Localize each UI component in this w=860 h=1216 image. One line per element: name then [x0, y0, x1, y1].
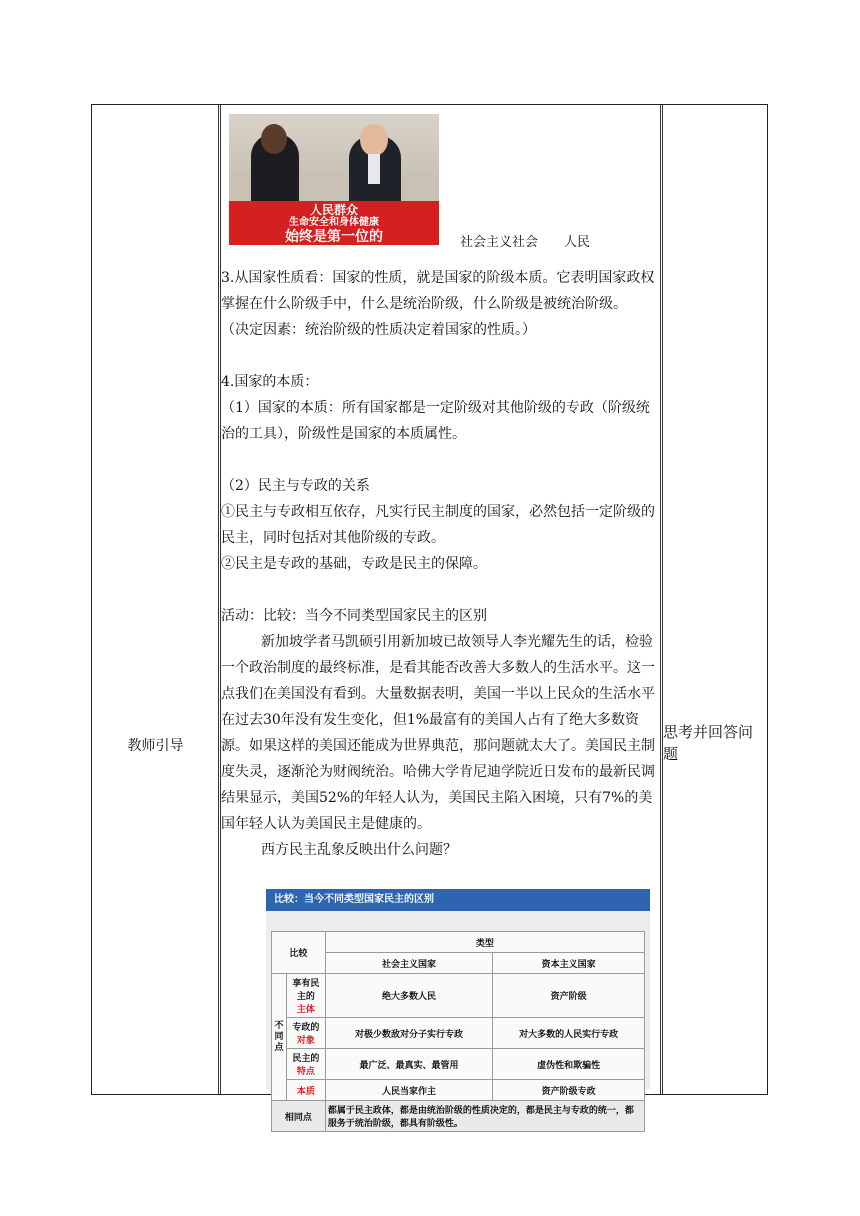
paragraph: 新加坡学者马凯硕引用新加坡已故领导人李光耀先生的话，检验一个政治制度的最终标准，是看其能否改善大多数人的生活水平。这一点我们在美国没有看到。大量数据表明，美国一半以上民众的生活水平在过去30年没有发生变化，但1%最富有的美国人占有了绝大多数资源。如果这样的美国还能成为世界典范，那问题就太大了。美国民主制度失灵，逐渐沦为财阀统治。哈佛大学肯尼迪学院近日发布的最新民调结果显示，美国52%的年轻人认为，美国民主陷入困境，只有7%的美国年轻人认为美国民主是健康的。	[221, 634, 655, 832]
paragraph: （决定因素：统治阶级的性质决定着国家的性质。）	[221, 322, 536, 338]
table-cell: 资产阶级	[493, 974, 645, 1018]
capitalist-header: 资本主义国家	[493, 953, 645, 974]
table-cell: 对大多数的人民实行专政	[493, 1018, 645, 1049]
same-text: 都属于民主政体，都是由统治阶级的性质决定的，都是民主与专政的统一，都服务于统治阶级，都具有阶级性。	[325, 1101, 644, 1132]
table-cell: 虚伪性和欺骗性	[493, 1049, 645, 1080]
left-cell-label: 教师引导	[127, 738, 184, 754]
table-cell: 最广泛、最真实、最管用	[325, 1049, 492, 1080]
paragraph: （2）民主与专政的关系	[221, 478, 370, 494]
right-cell	[662, 105, 767, 1094]
paragraph: 4.国家的本质：	[221, 374, 319, 390]
activity-title: 活动：比较：当今不同类型国家民主的区别	[221, 608, 487, 624]
paragraph: ②民主是专政的基础，专政是民主的保障。	[221, 556, 487, 572]
figure-header: 比较：当今不同类型国家民主的区别	[266, 889, 650, 911]
table-cell: 人民当家作主	[325, 1080, 492, 1101]
left-cell	[92, 105, 219, 1094]
table-cell: 绝大多数人民	[325, 974, 492, 1018]
paragraph: 3.从国家性质看：国家的性质，就是国家的阶级本质。它表明国家政权掌握在什么阶级手中，什么是统治阶级，什么阶级是被统治阶级。	[221, 270, 655, 312]
row-label: 本质	[287, 1080, 326, 1101]
photo-banner: 人民群众 生命安全和身体健康 始终是第一位的	[229, 201, 439, 245]
paragraph: ①民主与专政相互依存，凡实行民主制度的国家，必然包括一定阶级的民主，同时包括对其他阶级的专政。	[221, 504, 655, 546]
comparison-figure	[266, 889, 650, 1129]
paragraph: （1）国家的本质：所有国家都是一定阶级对其他阶级的专政（阶级统治的工具），阶级性是国家的本质属性。	[221, 400, 650, 442]
differences-label: 不同点	[272, 974, 287, 1101]
row-label: 专政的对象	[287, 1018, 326, 1049]
type-header: 类型	[325, 932, 644, 953]
compare-header: 比较	[272, 932, 326, 974]
table-cell: 对极少数敌对分子实行专政	[325, 1018, 492, 1049]
right-cell-label: 思考并回答问题	[663, 723, 754, 763]
photo-caption: 社会主义社会 人民	[460, 235, 591, 250]
comparison-table	[271, 931, 645, 1132]
lesson-content	[221, 265, 661, 863]
socialist-header: 社会主义国家	[325, 953, 492, 974]
table-cell: 资产阶级专政	[493, 1080, 645, 1101]
lesson-table	[91, 104, 768, 1129]
news-photo	[229, 114, 439, 245]
row-label: 民主的特点	[287, 1049, 326, 1080]
same-label: 相同点	[272, 1101, 326, 1132]
question: 西方民主乱象反映出什么问题？	[261, 842, 457, 858]
row-label: 享有民主的 主体	[287, 974, 326, 1018]
